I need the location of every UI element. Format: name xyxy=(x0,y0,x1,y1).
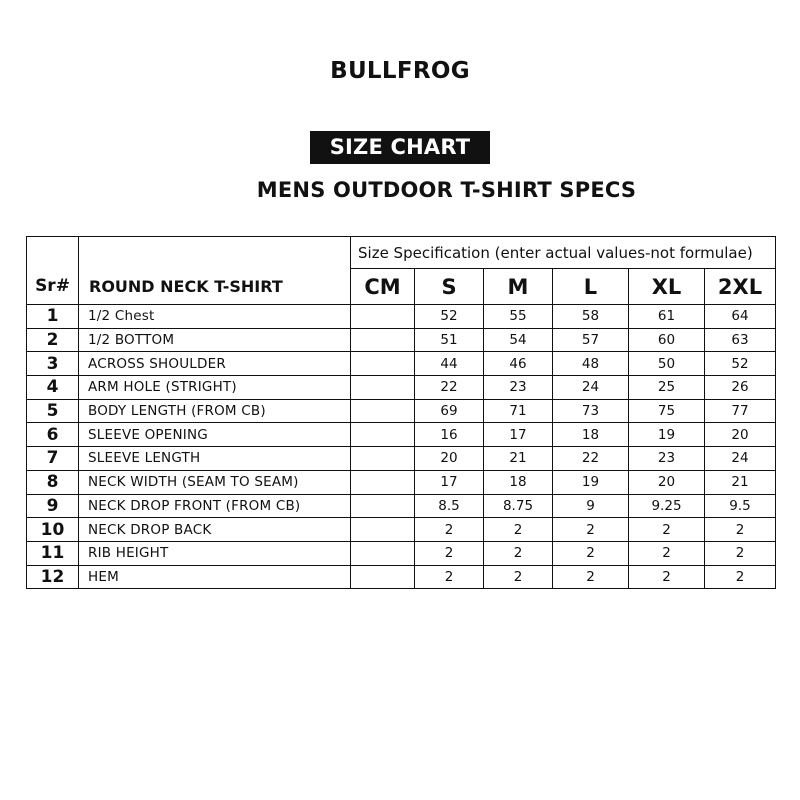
row-item: BODY LENGTH (FROM CB) xyxy=(79,399,351,423)
row-val-s: 22 xyxy=(415,376,484,400)
row-item: 1/2 BOTTOM xyxy=(79,328,351,352)
row-val-xl: 50 xyxy=(629,352,705,376)
row-val-2xl: 9.5 xyxy=(705,494,776,518)
row-val-xl: 61 xyxy=(629,305,705,329)
header-sr: Sr# xyxy=(27,237,79,305)
row-val-cm xyxy=(351,352,415,376)
size-chart-badge: SIZE CHART xyxy=(310,131,491,164)
row-val-s: 52 xyxy=(415,305,484,329)
row-val-l: 9 xyxy=(553,494,629,518)
row-val-cm xyxy=(351,376,415,400)
row-val-s: 16 xyxy=(415,423,484,447)
row-sr: 8 xyxy=(27,470,79,494)
row-val-xl: 75 xyxy=(629,399,705,423)
row-val-xl: 19 xyxy=(629,423,705,447)
row-item: HEM xyxy=(79,565,351,589)
row-val-s: 2 xyxy=(415,541,484,565)
row-val-s: 2 xyxy=(415,518,484,542)
row-item: NECK DROP FRONT (FROM CB) xyxy=(79,494,351,518)
row-sr: 6 xyxy=(27,423,79,447)
row-val-l: 73 xyxy=(553,399,629,423)
header-size-2xl: 2XL xyxy=(705,269,776,305)
row-val-xl: 23 xyxy=(629,447,705,471)
table-row xyxy=(27,494,776,518)
row-item: ACROSS SHOULDER xyxy=(79,352,351,376)
row-val-s: 17 xyxy=(415,470,484,494)
spec-band-row xyxy=(27,237,776,269)
row-val-xl: 25 xyxy=(629,376,705,400)
header-size-m: M xyxy=(484,269,553,305)
row-val-2xl: 24 xyxy=(705,447,776,471)
row-val-2xl: 63 xyxy=(705,328,776,352)
row-sr: 7 xyxy=(27,447,79,471)
row-val-l: 19 xyxy=(553,470,629,494)
row-val-m: 17 xyxy=(484,423,553,447)
row-sr: 11 xyxy=(27,541,79,565)
table-row xyxy=(27,399,776,423)
row-val-s: 20 xyxy=(415,447,484,471)
row-val-m: 2 xyxy=(484,541,553,565)
row-val-cm xyxy=(351,541,415,565)
table-row xyxy=(27,423,776,447)
row-val-2xl: 26 xyxy=(705,376,776,400)
row-val-l: 48 xyxy=(553,352,629,376)
row-val-2xl: 2 xyxy=(705,518,776,542)
row-val-cm xyxy=(351,470,415,494)
header-size-xl: XL xyxy=(629,269,705,305)
row-val-xl: 60 xyxy=(629,328,705,352)
row-sr: 2 xyxy=(27,328,79,352)
row-val-s: 44 xyxy=(415,352,484,376)
table-row xyxy=(27,447,776,471)
row-val-m: 2 xyxy=(484,518,553,542)
row-sr: 5 xyxy=(27,399,79,423)
row-val-m: 71 xyxy=(484,399,553,423)
row-sr: 9 xyxy=(27,494,79,518)
brand-title: BULLFROG xyxy=(330,58,470,84)
row-val-m: 8.75 xyxy=(484,494,553,518)
row-val-m: 18 xyxy=(484,470,553,494)
row-item: ARM HOLE (STRIGHT) xyxy=(79,376,351,400)
row-val-2xl: 2 xyxy=(705,565,776,589)
row-val-m: 23 xyxy=(484,376,553,400)
size-chart-badge-wrap xyxy=(0,131,800,164)
row-val-2xl: 21 xyxy=(705,470,776,494)
row-val-2xl: 20 xyxy=(705,423,776,447)
row-val-cm xyxy=(351,423,415,447)
table-row xyxy=(27,565,776,589)
row-val-l: 18 xyxy=(553,423,629,447)
row-item: 1/2 Chest xyxy=(79,305,351,329)
row-val-l: 24 xyxy=(553,376,629,400)
row-val-xl: 2 xyxy=(629,541,705,565)
row-val-cm xyxy=(351,305,415,329)
row-item: SLEEVE OPENING xyxy=(79,423,351,447)
row-val-cm xyxy=(351,494,415,518)
table-row xyxy=(27,305,776,329)
table-row xyxy=(27,470,776,494)
row-item: RIB HEIGHT xyxy=(79,541,351,565)
row-val-xl: 2 xyxy=(629,518,705,542)
row-sr: 4 xyxy=(27,376,79,400)
row-val-cm xyxy=(351,447,415,471)
row-val-2xl: 64 xyxy=(705,305,776,329)
row-val-cm xyxy=(351,565,415,589)
row-val-m: 54 xyxy=(484,328,553,352)
row-val-m: 21 xyxy=(484,447,553,471)
table-row xyxy=(27,541,776,565)
row-val-2xl: 2 xyxy=(705,541,776,565)
row-item: NECK WIDTH (SEAM TO SEAM) xyxy=(79,470,351,494)
row-val-xl: 2 xyxy=(629,565,705,589)
table-row xyxy=(27,376,776,400)
row-sr: 3 xyxy=(27,352,79,376)
table-row xyxy=(27,518,776,542)
row-val-xl: 20 xyxy=(629,470,705,494)
row-val-s: 69 xyxy=(415,399,484,423)
spec-band-label: Size Specification (enter actual values-not formulae) xyxy=(351,237,776,269)
table-row xyxy=(27,328,776,352)
row-val-l: 58 xyxy=(553,305,629,329)
row-val-cm xyxy=(351,328,415,352)
header-item: ROUND NECK T-SHIRT xyxy=(79,237,351,305)
row-val-l: 2 xyxy=(553,565,629,589)
row-val-s: 8.5 xyxy=(415,494,484,518)
row-val-l: 2 xyxy=(553,518,629,542)
row-val-s: 2 xyxy=(415,565,484,589)
row-sr: 12 xyxy=(27,565,79,589)
row-val-l: 57 xyxy=(553,328,629,352)
row-val-cm xyxy=(351,399,415,423)
row-sr: 1 xyxy=(27,305,79,329)
header-size-l: L xyxy=(553,269,629,305)
row-sr: 10 xyxy=(27,518,79,542)
row-val-m: 55 xyxy=(484,305,553,329)
row-val-xl: 9.25 xyxy=(629,494,705,518)
size-spec-table xyxy=(26,236,776,589)
row-val-cm xyxy=(351,518,415,542)
row-val-l: 2 xyxy=(553,541,629,565)
row-val-2xl: 77 xyxy=(705,399,776,423)
table-row xyxy=(27,352,776,376)
header-size-cm: CM xyxy=(351,269,415,305)
row-item: SLEEVE LENGTH xyxy=(79,447,351,471)
row-val-m: 2 xyxy=(484,565,553,589)
header-size-s: S xyxy=(415,269,484,305)
row-item: NECK DROP BACK xyxy=(79,518,351,542)
row-val-s: 51 xyxy=(415,328,484,352)
row-val-l: 22 xyxy=(553,447,629,471)
chart-subtitle: MENS OUTDOOR T-SHIRT SPECS xyxy=(256,178,637,202)
row-val-2xl: 52 xyxy=(705,352,776,376)
row-val-m: 46 xyxy=(484,352,553,376)
